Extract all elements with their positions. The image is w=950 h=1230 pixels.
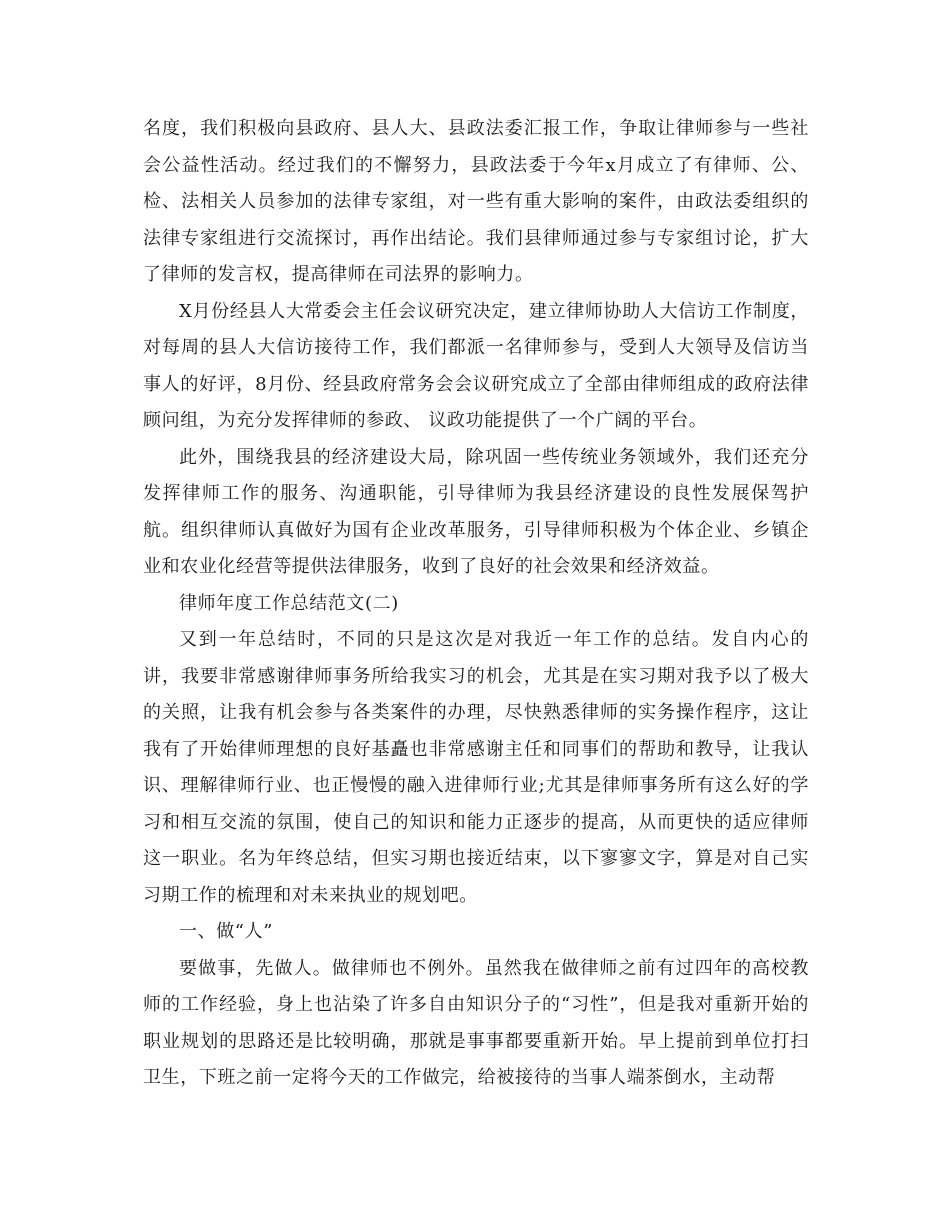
paragraph-5: 要做事，先做人。做律师也不例外。虽然我在做律师之前有过四年的高校教师的工作经验，身上也沾染了许多自由知识分子的“习性”，但是我对重新开始的职业规划的思路还是比较明确，那就是事事都要重新开始。早上提前到单位打扫卫生，下班之前一定将今天的工作做完，给被接待的当事人端茶倒水，主动帮 — [143, 957, 809, 1088]
paragraph-1: 名度，我们积极向县政府、县人大、县政法委汇报工作，争取让律师参与一些社会公益性活动。经过我们的不懈努力，县政法委于今年x月成立了有律师、公、检、法相关人员参加的法律专家组，对一些有重大影响的案件，由政法委组织的法律专家组进行交流探讨，再作出结论。我们县律师通过参与专家组讨论，扩大了律师的发言权，提高律师在司法界的影响力。 — [143, 118, 809, 285]
paragraph-2: X月份经县人大常委会主任会议研究决定，建立律师协助人大信访工作制度，对每周的县人大信访接待工作，我们都派一名律师参与，受到人大领导及信访当事人的好评，8月份、经县政府常务会会议研究成立了全部由律师组成的政府法律顾问组，为充分发挥律师的参政、 议政功能提供了一个广阔的平台。 — [143, 300, 809, 431]
document-page — [143, 111, 809, 1097]
paragraph-4: 又到一年总结时，不同的只是这次是对我近一年工作的总结。发自内心的讲，我要非常感谢律师事务所给我实习的机会，尤其是在实习期对我予以了极大的关照，让我有机会参与各类案件的办理，尽快熟悉律师的实务操作程序，这让我有了开始律师理想的良好基矗也非常感谢主任和同事们的帮助和教导，让我认识、理解律师行业、也正慢慢的融入进律师行业;尤其是律师事务所有这么好的学习和相互交流的氛围，使自己的知识和能力正逐步的提高，从而更快的适应律师这一职业。名为年终总结，但实习期也接近结束，以下寥寥文字，算是对自己实习期工作的梳理和对未来执业的规划吧。 — [143, 629, 809, 906]
section-title: 律师年度工作总结范文(二) — [179, 592, 399, 614]
subsection-heading: 一、做“人” — [179, 921, 274, 942]
paragraph-3: 此外，围绕我县的经济建设大局，除巩固一些传统业务领域外，我们还充分发挥律师工作的服务、沟通职能，引导律师为我县经济建设的良性发展保驾护航。组织律师认真做好为国有企业改革服务，引导律师积极为个体企业、乡镇企业和农业化经营等提供法律服务，收到了良好的社会效果和经济效益。 — [143, 446, 809, 577]
